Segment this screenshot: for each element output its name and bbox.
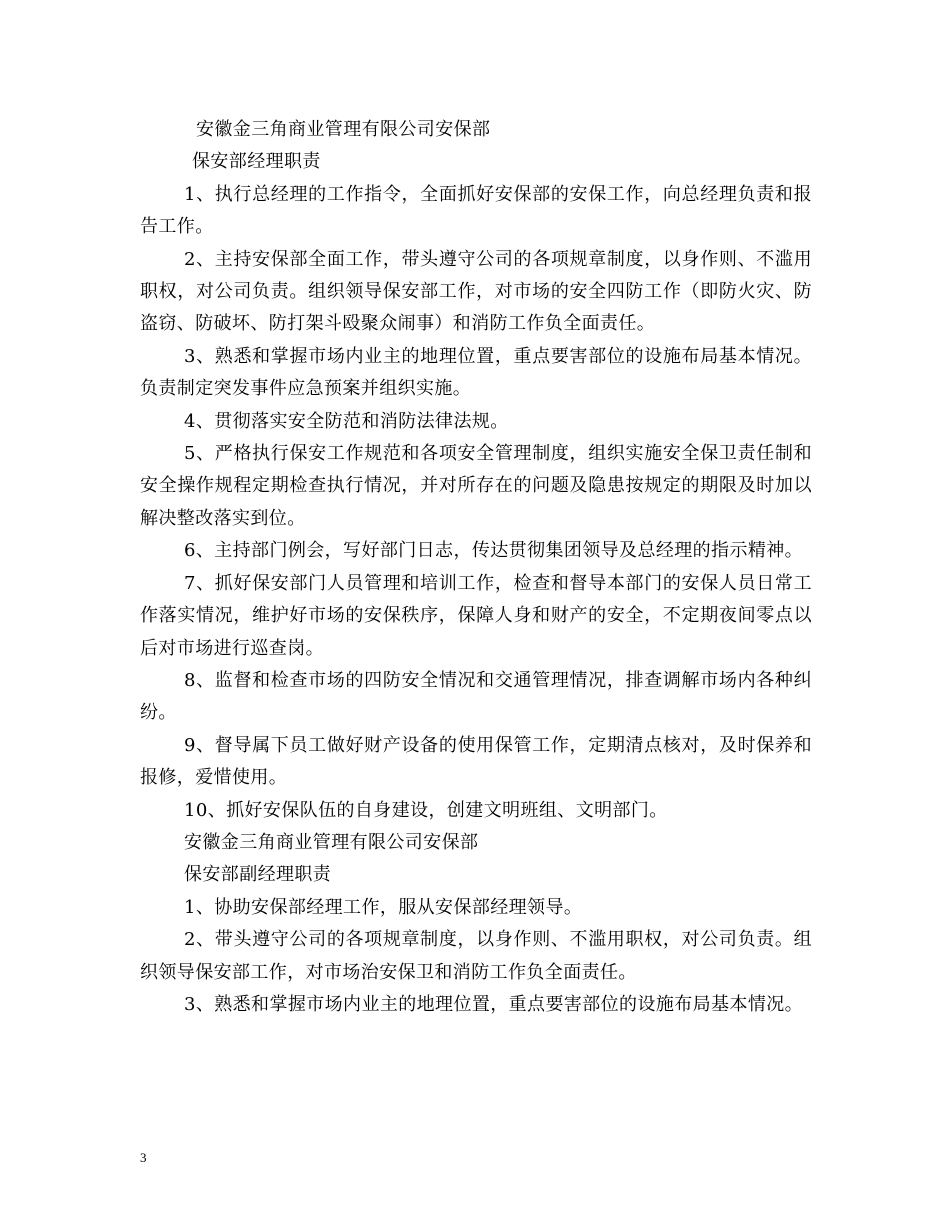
- document-body: [140, 114, 812, 1021]
- company-heading-2: 安徽金三角商业管理有限公司安保部: [184, 831, 479, 853]
- paragraph-2: 2、主持安保部全面工作，带头遵守公司的各项规章制度，以身作则、不滥用职权，对公司负责。组织领导保安部工作，对市场的安全四防工作（即防火灾、防盗窃、防破坏、防打架斗殴聚众闹事）和消防工作负全面责任。: [140, 248, 812, 335]
- paragraph-9: 9、督导属下员工做好财产设备的使用保管工作，定期清点核对，及时保养和报修，爱惜使用。: [140, 734, 812, 789]
- paragraph-4: 4、贯彻落实安全防范和消防法律法规。: [184, 410, 509, 432]
- paragraph-8: 8、监督和检查市场的四防安全情况和交通管理情况，排查调解市场内各种纠纷。: [140, 669, 812, 724]
- section-title-manager: 保安部经理职责: [192, 151, 321, 173]
- paragraph-5: 5、严格执行保安工作规范和各项安全管理制度，组织实施安全保卫责任制和安全操作规程定期检查执行情况，并对所存在的问题及隐患按规定的期限及时加以解决整改落实到位。: [140, 443, 812, 529]
- deputy-paragraph-1: 1、协助安保部经理工作，服从安保部经理领导。: [184, 896, 583, 918]
- paragraph-10: 10、抓好安保队伍的自身建设，创建文明班组、文明部门。: [184, 799, 668, 821]
- deputy-paragraph-3: 3、熟悉和掌握市场内业主的地理位置，重点要害部位的设施布局基本情况。: [184, 993, 804, 1015]
- paragraph-3: 3、熟悉和掌握市场内业主的地理位置，重点要害部位的设施布局基本情况。负责制定突发事件应急预案并组织实施。: [140, 345, 812, 400]
- company-heading: 安徽金三角商业管理有限公司安保部: [196, 119, 491, 140]
- paragraph-1: 1、执行总经理的工作指令，全面抓好安保部的安保工作，向总经理负责和报告工作。: [140, 183, 812, 238]
- paragraph-6: 6、主持部门例会，写好部门日志，传达贯彻集团领导及总经理的指示精神。: [184, 540, 804, 562]
- deputy-paragraph-2: 2、带头遵守公司的各项规章制度，以身作则、不滥用职权，对公司负责。组织领导保安部工作，对市场治安保卫和消防工作负全面责任。: [140, 929, 812, 983]
- page-number: 3: [140, 1150, 147, 1165]
- section-title-deputy: 保安部副经理职责: [184, 864, 332, 886]
- paragraph-7: 7、抓好保安部门人员管理和培训工作，检查和督导本部门的安保人员日常工作落实情况，维护好市场的安保秩序，保障人身和财产的安全，不定期夜间零点以后对市场进行巡查岗。: [140, 572, 812, 659]
